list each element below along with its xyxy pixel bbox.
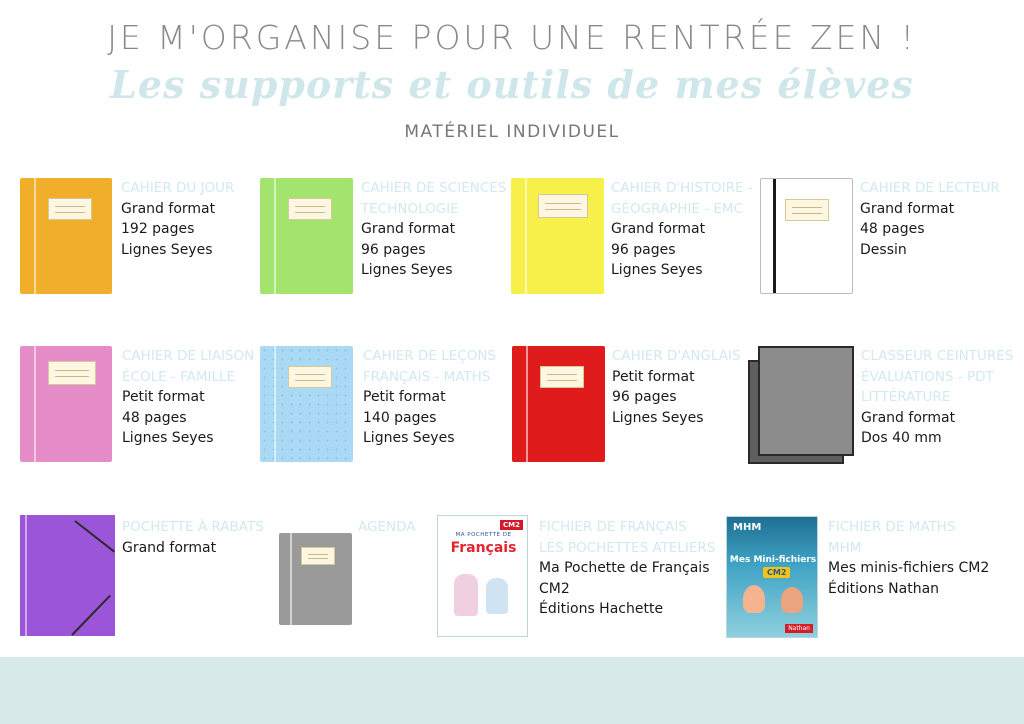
notebook-cahier-de-liaison <box>20 346 112 462</box>
item-title: ÉVALUATIONS - PDT <box>861 368 994 385</box>
item-text-cahier-de-liaison <box>122 346 254 449</box>
item-detail: Éditions Nathan <box>828 580 940 597</box>
item-detail: Grand format <box>361 221 456 237</box>
item-detail: Petit format <box>363 389 446 405</box>
item-title: TECHNOLOGIE <box>361 200 459 217</box>
item-title: AGENDA <box>358 519 416 535</box>
item-detail: Grand format <box>122 539 217 556</box>
item-detail: 48 pages <box>122 409 187 426</box>
notebook-spine <box>526 346 528 462</box>
notebook-label <box>48 198 92 220</box>
cover-illustration <box>743 585 765 613</box>
notebook-label <box>301 547 335 565</box>
item-detail: CM2 <box>539 580 570 597</box>
item-detail: Mes minis-fichiers CM2 <box>828 560 990 576</box>
item-title: FICHIER DE FRANÇAIS <box>539 519 687 535</box>
item-detail: Dessin <box>860 241 907 258</box>
item-text-cahier-d-histoire <box>611 178 753 281</box>
notebook-spine <box>773 179 776 293</box>
item-detail: 192 pages <box>121 221 195 237</box>
notebook-cahier-de-sciences <box>260 178 353 294</box>
cover-badge: CM2 <box>500 520 523 530</box>
item-detail: Lignes Seyes <box>361 262 453 278</box>
item-detail: Lignes Seyes <box>122 430 214 446</box>
item-title: CAHIER D'HISTOIRE - <box>611 180 753 196</box>
item-detail: Grand format <box>861 409 956 426</box>
item-detail: Lignes Seyes <box>121 241 213 258</box>
notebook-spine <box>34 178 36 294</box>
item-detail: 96 pages <box>611 241 676 258</box>
page-title: JE M'ORGANISE POUR UNE RENTRÉE ZEN ! <box>107 18 917 57</box>
notebook-label <box>288 366 332 388</box>
item-title: CAHIER DE LEÇONS <box>363 348 496 364</box>
item-detail: Grand format <box>121 200 216 217</box>
item-text-cahier-du-jour <box>121 178 234 260</box>
item-title: MHM <box>828 539 862 556</box>
item-detail: Lignes Seyes <box>611 262 703 278</box>
item-detail: Ma Pochette de Français <box>539 560 710 576</box>
notebook-cahier-du-jour <box>20 178 112 294</box>
binder-cover <box>758 346 854 456</box>
notebook-spine <box>290 533 292 625</box>
item-detail: Dos 40 mm <box>861 430 942 446</box>
item-title: CAHIER D'ANGLAIS <box>612 348 741 364</box>
notebook-label <box>48 361 96 385</box>
item-detail: Éditions Hachette <box>539 601 664 617</box>
notebook-label <box>288 198 332 220</box>
cover-badge: CM2 <box>763 567 790 578</box>
cover-publisher: Nathan <box>785 624 813 633</box>
notebook-spine <box>274 178 276 294</box>
item-text-agenda <box>358 517 415 538</box>
cover-illustration <box>486 578 508 614</box>
item-title: POCHETTE À RABATS <box>122 519 264 535</box>
pochette-illustration <box>20 515 115 636</box>
notebook-label <box>538 194 588 218</box>
notebook-label <box>785 199 829 221</box>
notebook-cahier-d-anglais <box>512 346 605 462</box>
cover-illustration <box>781 587 803 613</box>
cover-mes-mini-fichiers <box>726 516 818 638</box>
item-title: CAHIER DU JOUR <box>121 180 235 196</box>
item-title: FRANÇAIS - MATHS <box>363 368 491 385</box>
item-detail: 48 pages <box>860 221 925 237</box>
cover-ma-pochette-de-francais <box>437 515 528 637</box>
item-text-cahier-de-lecons <box>363 346 496 449</box>
footer-band <box>0 657 1024 724</box>
pochette-elastic <box>71 595 111 636</box>
notebook-agenda <box>279 533 352 625</box>
item-detail: Petit format <box>612 368 695 385</box>
notebook-cahier-de-lecons <box>260 346 353 462</box>
notebook-spine <box>274 346 276 462</box>
item-title: LITTÉRATURE <box>861 389 951 405</box>
item-text-pochette <box>122 517 264 558</box>
item-text-fichier-maths <box>828 517 989 599</box>
item-title: GÉOGRAPHIE - EMC <box>611 200 744 217</box>
cover-title: Mes Mini-fichiers <box>729 555 817 565</box>
item-title: CAHIER DE SCIENCES <box>361 180 507 196</box>
item-detail: 96 pages <box>612 389 677 405</box>
pochette-spine <box>25 515 27 636</box>
item-detail: Grand format <box>860 200 955 217</box>
notebook-spine <box>525 178 527 294</box>
notebook-cahier-d-histoire <box>511 178 604 294</box>
item-detail: Lignes Seyes <box>612 409 704 426</box>
pochette-elastic <box>74 520 115 552</box>
notebook-cahier-de-lecteur <box>760 178 853 294</box>
item-detail: Petit format <box>122 389 205 405</box>
item-title: LES POCHETTES ATELIERS <box>539 539 716 556</box>
item-detail: Grand format <box>611 221 706 237</box>
section-heading: MATÉRIEL INDIVIDUEL <box>404 122 620 142</box>
cover-title: Français <box>450 540 517 556</box>
page-subtitle: Les supports et outils de mes élèves <box>110 62 914 107</box>
item-text-cahier-de-lecteur <box>860 178 1000 260</box>
cover-illustration <box>454 574 478 616</box>
item-detail: Lignes Seyes <box>363 430 455 446</box>
cover-brand: MHM <box>733 522 762 533</box>
item-detail: 140 pages <box>363 409 437 426</box>
item-title: CAHIER DE LIAISON <box>122 348 255 364</box>
item-title: CAHIER DE LECTEUR <box>860 180 1000 196</box>
item-title: FICHIER DE MATHS <box>828 519 956 535</box>
notebook-spine <box>34 346 36 462</box>
item-text-cahier-de-sciences <box>361 178 506 281</box>
item-text-cahier-d-anglais <box>612 346 741 428</box>
item-detail: 96 pages <box>361 241 426 258</box>
item-title: ÉCOLE - FAMILLE <box>122 368 236 385</box>
notebook-label <box>540 366 584 388</box>
item-text-classeur <box>861 346 1013 449</box>
cover-heading: MA POCHETTE DE <box>455 532 512 538</box>
item-title: CLASSEUR CEINTURES <box>861 348 1014 364</box>
item-text-fichier-francais <box>539 517 715 620</box>
